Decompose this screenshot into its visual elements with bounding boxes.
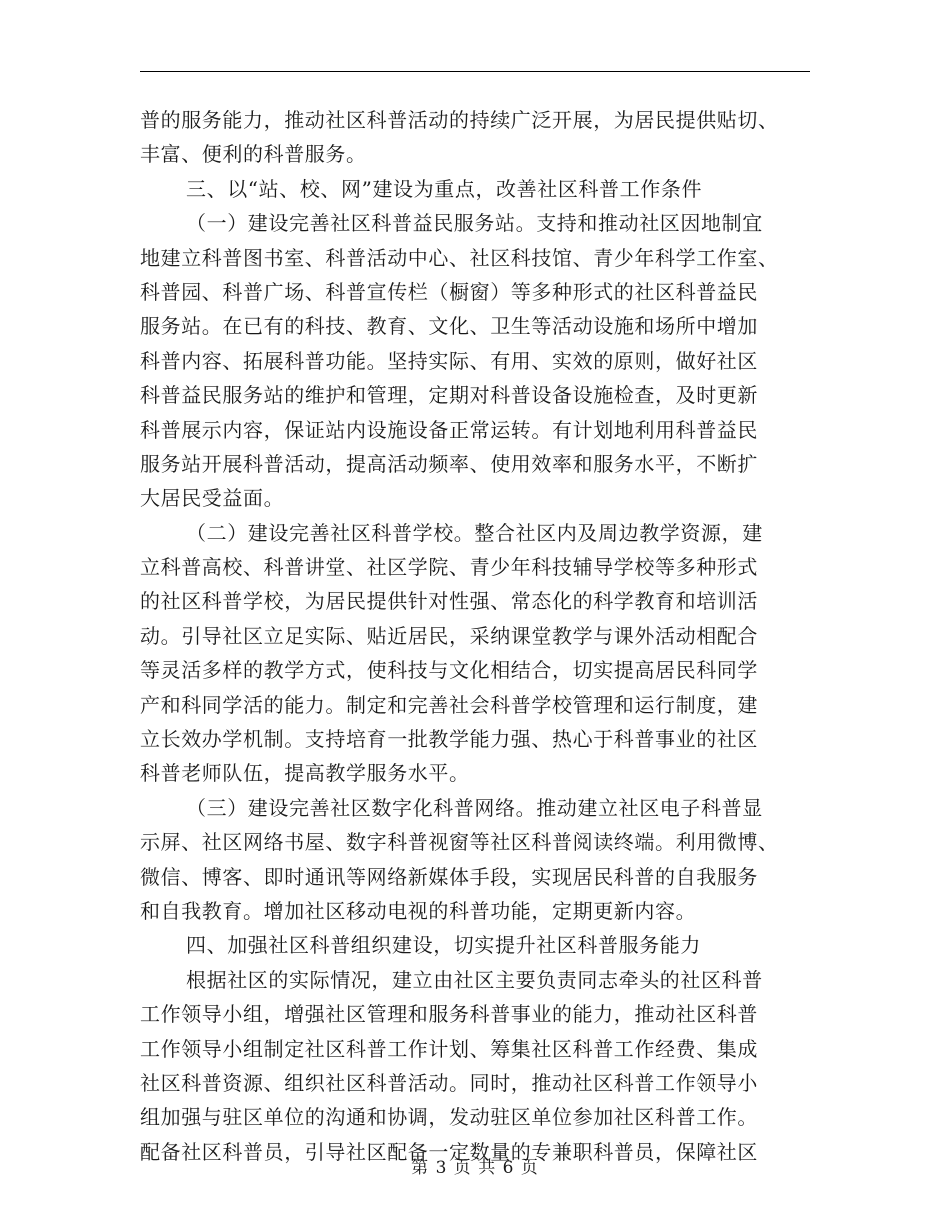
text-line: （二）建设完善社区科普学校。整合社区内及周边教学资源，建 [186, 520, 763, 545]
text-line: 四、加强社区科普组织建设，切实提升社区科普服务能力 [186, 933, 701, 958]
text-line: 丰富、便利的科普服务。 [140, 142, 367, 167]
text-line: 立长效办学机制。支持培育一批教学能力强、热心于科普事业的社区 [140, 727, 758, 752]
text-line: 科普内容、拓展科普功能。坚持实际、有用、实效的原则，做好社区 [140, 348, 758, 373]
text-line: 工作领导小组制定社区科普工作计划、筹集社区科普工作经费、集成 [140, 1036, 758, 1061]
text-line: 科普展示内容，保证站内设施设备正常运转。有计划地利用科普益民 [140, 417, 758, 442]
text-line: 和自我教育。增加社区移动电视的科普功能，定期更新内容。 [140, 898, 697, 923]
text-line: 社区科普资源、组织社区科普活动。同时，推动社区科普工作领导小 [140, 1070, 758, 1095]
header-rule [140, 71, 810, 72]
text-line: 组加强与驻区单位的沟通和协调，发动驻区单位参加社区科普工作。 [140, 1105, 758, 1130]
text-line: 科普益民服务站的维护和管理，定期对科普设备设施检查，及时更新 [140, 383, 758, 408]
text-line: 根据社区的实际情况，建立由社区主要负责同志牵头的社区科普 [186, 967, 763, 992]
text-line: 服务站。在已有的科技、教育、文化、卫生等活动设施和场所中增加 [140, 314, 758, 339]
text-line: （一）建设完善社区科普益民服务站。支持和推动社区因地制宜 [186, 211, 763, 236]
text-line: 科普园、科普广场、科普宣传栏（橱窗）等多种形式的社区科普益民 [140, 279, 758, 304]
text-line: 的社区科普学校，为居民提供针对性强、常态化的科学教育和培训活 [140, 589, 758, 614]
text-line: 服务站开展科普活动，提高活动频率、使用效率和服务水平，不断扩 [140, 451, 758, 476]
text-line: （三）建设完善社区数字化科普网络。推动建立社区电子科普显 [186, 795, 763, 820]
text-line: 三、以“站、校、网”建设为重点，改善社区科普工作条件 [186, 176, 703, 201]
text-line: 示屏、社区网络书屋、数字科普视窗等社区科普阅读终端。利用微博、 [140, 830, 779, 855]
text-line: 立科普高校、科普讲堂、社区学院、青少年科技辅导学校等多种形式 [140, 555, 758, 580]
text-line: 产和科同学活的能力。制定和完善社会科普学校管理和运行制度，建 [140, 692, 758, 717]
text-line: 大居民受益面。 [140, 486, 285, 511]
text-line: 微信、博客、即时通讯等网络新媒体手段，实现居民科普的自我服务 [140, 864, 758, 889]
text-line: 地建立科普图书室、科普活动中心、社区科技馆、青少年科学工作室、 [140, 245, 779, 270]
text-line: 科普老师队伍，提高教学服务水平。 [140, 761, 470, 786]
document-body [140, 103, 810, 1169]
text-line: 等灵活多样的教学方式，使科技与文化相结合，切实提高居民科同学 [140, 658, 758, 683]
text-line: 普的服务能力，推动社区科普活动的持续广泛开展，为居民提供贴切、 [140, 108, 779, 132]
text-line: 动。引导社区立足实际、贴近居民，采纳课堂教学与课外活动相配合 [140, 623, 758, 648]
page-footer: 第 3 页 共 6 页 [411, 1158, 539, 1178]
text-line: 配备社区科普员，引导社区配备一定数量的专兼职科普员，保障社区 [140, 1139, 758, 1164]
text-line: 工作领导小组，增强社区管理和服务科普事业的能力，推动社区科普 [140, 1002, 758, 1027]
